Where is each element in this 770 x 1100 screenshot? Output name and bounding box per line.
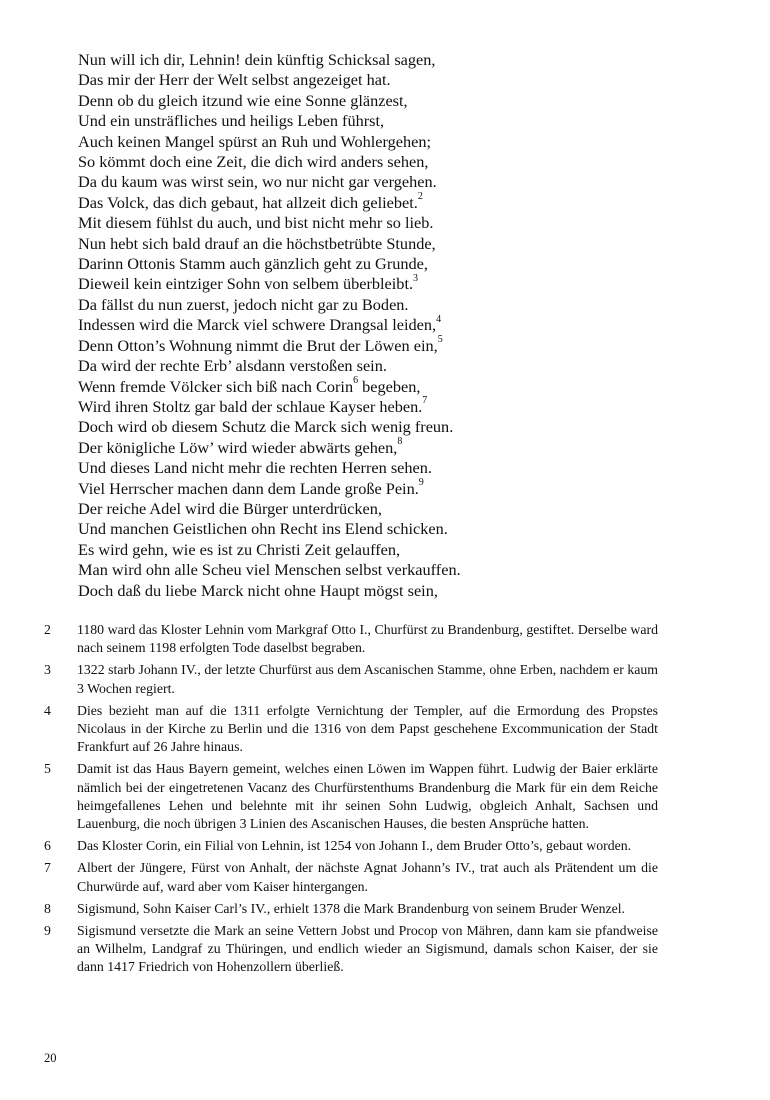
footnote <box>44 760 658 833</box>
poem-line <box>78 417 738 437</box>
footnote-number: 6 <box>44 838 51 854</box>
poem-line <box>78 560 738 580</box>
poem-line-text: Mit diesem fühlst du auch, und bist nicht mehr so lieb. <box>78 213 434 233</box>
footnote-text: 1180 ward das Kloster Lehnin vom Markgraf Otto I., Churfürst zu Brandenburg, gestiftet. Derselbe ward nach seinem 1198 erfolgten Tode daselbst begraben. <box>77 622 658 656</box>
poem-line <box>78 499 738 519</box>
poem-line <box>78 356 738 376</box>
poem-line-text: Indessen wird die Marck viel schwere Drangsal leiden, <box>78 315 437 335</box>
poem-line-text: Denn ob du gleich itzund wie eine Sonne glänzest, <box>78 90 408 110</box>
footnote-text: Dies bezieht man auf die 1311 erfolgte Vernichtung der Templer, auf die Ermordung des Propstes Nicolaus in der Kirche zu Berlin und die 1316 von dem Papst geschehene Excommunication der Stadt Frankfurt auf 26 Jahre hinaus. <box>77 702 658 755</box>
poem-line-text: Und manchen Geistlichen ohn Recht ins Elend schicken. <box>78 519 448 539</box>
footnote <box>44 900 658 918</box>
poem-line <box>78 254 738 274</box>
poem-line-text: Da fällst du nun zuerst, jedoch nicht gar zu Boden. <box>78 294 409 314</box>
poem-line <box>78 132 738 152</box>
poem-line-text: Der reiche Adel wird die Bürger unterdrücken, <box>78 498 382 518</box>
poem-line-text: Dieweil kein eintziger Sohn von selbem überbleibt. <box>78 274 414 294</box>
poem-line-text: Doch wird ob diesem Schutz die Marck sich wenig freun. <box>78 417 454 437</box>
poem-line-text: Darinn Ottonis Stamm auch gänzlich geht zu Grunde, <box>78 254 428 274</box>
footnote-number: 2 <box>44 622 51 637</box>
footnote <box>44 837 658 855</box>
page-number: 20 <box>44 1051 57 1065</box>
poem-line <box>78 193 738 213</box>
footnote <box>44 621 658 657</box>
footnote-text: Das Kloster Corin, ein Filial von Lehnin, ist 1254 von Johann I., dem Bruder Otto’s, gebaut worden. <box>77 838 632 854</box>
footnote-marker: 9 <box>418 477 424 489</box>
poem-line-text: Wenn fremde Völcker sich biß nach Corin <box>78 376 354 396</box>
poem-line <box>78 397 738 417</box>
footnote-number: 9 <box>44 923 51 939</box>
poem-line <box>78 377 738 397</box>
poem-line-text: Der königliche Löw’ wird wieder abwärts gehen, <box>78 437 398 457</box>
poem-line-text: Nun will ich dir, Lehnin! dein künftig Schicksal sagen, <box>78 50 436 69</box>
poem-line <box>78 581 738 601</box>
poem-line-text: So kömmt doch eine Zeit, die dich wird anders sehen, <box>78 152 429 172</box>
footnotes <box>44 621 658 981</box>
footnote <box>44 661 658 697</box>
poem-line-text: Denn Otton’s Wohnung nimmt die Brut der Löwen ein, <box>78 335 438 355</box>
poem-line-text: Viel Herrscher machen dann dem Lande große Pein. <box>78 478 419 498</box>
poem-line <box>78 70 738 90</box>
poem-line-text: Und ein unsträfliches und heiligs Leben führst, <box>78 111 385 131</box>
poem-line-text: Auch keinen Mangel spürst an Ruh und Wohlergehen; <box>78 131 432 151</box>
footnote-marker: 3 <box>413 273 419 285</box>
footnote-marker: 4 <box>436 313 442 325</box>
poem-line-text: Das mir der Herr der Welt selbst angezeiget hat. <box>78 70 391 90</box>
poem-line <box>78 295 738 315</box>
poem-line <box>78 336 738 356</box>
footnote-marker: 6 <box>353 375 359 387</box>
poem-line <box>78 152 738 172</box>
poem-line <box>78 438 738 458</box>
poem-line <box>78 50 738 70</box>
footnote-number: 5 <box>44 761 51 777</box>
poem <box>78 50 738 601</box>
footnote <box>44 702 658 757</box>
poem-line-text: Da du kaum was wirst sein, wo nur nicht gar vergehen. <box>78 172 437 192</box>
poem-line <box>78 519 738 539</box>
poem-line-text: Und dieses Land nicht mehr die rechten Herren sehen. <box>78 458 432 478</box>
poem-line <box>78 479 738 499</box>
footnote-marker: 7 <box>422 395 428 407</box>
poem-line <box>78 234 738 254</box>
footnote-number: 7 <box>44 860 51 876</box>
footnote <box>44 859 658 895</box>
poem-line-text: Wird ihren Stoltz gar bald der schlaue Kayser heben. <box>78 396 423 416</box>
footnote-text: Damit ist das Haus Bayern gemeint, welches einen Löwen im Wappen führt. Ludwig der Baier erklärte nämlich bei der eingetretenen Vacanz des Churfürstenthums Brandenburg die Mark für ein dem Reiche heimgefallenes Lehen und belehnte mit ihr seinen Sohn Ludwig, obgleich Anhalt, Sachsen und Lauenburg, die noch übrigen 3 Linien des Ascanischen Hauses, die besten Ansprüche hatten. <box>77 761 658 832</box>
poem-line <box>78 172 738 192</box>
footnote-text: Albert der Jüngere, Fürst von Anhalt, der nächste Agnat Johann’s IV., trat auch als Prätendent um die Churwürde auf, ward aber vom Kaiser hintergangen. <box>77 860 658 894</box>
footnote-marker: 2 <box>417 191 423 203</box>
poem-line-text: Da wird der rechte Erb’ alsdann verstoßen sein. <box>78 356 387 376</box>
poem-line <box>78 458 738 478</box>
poem-line <box>78 315 738 335</box>
footnote <box>44 922 658 977</box>
footnote-number: 3 <box>44 662 51 678</box>
poem-line-text: Man wird ohn alle Scheu viel Menschen selbst verkauffen. <box>78 560 461 580</box>
footnote-number: 8 <box>44 900 51 916</box>
footnote-number: 4 <box>44 702 51 718</box>
footnote-marker: 8 <box>397 436 403 448</box>
footnote-text: Sigismund versetzte die Mark an seine Vettern Jobst und Procop von Mähren, dann kam sie pfandweise an Wilhelm, Landgraf zu Thüringen, und endlich wieder an Sigismund, damals schon Kaiser, der sie dann 1417 Friedrich von Hohenzollern überließ. <box>77 923 658 975</box>
poem-line-text: Das Volck, das dich gebaut, hat allzeit dich geliebet. <box>78 192 418 212</box>
poem-line-text: Doch daß du liebe Marck nicht ohne Haupt mögst sein, <box>78 580 438 600</box>
footnote-text: 1322 starb Johann IV., der letzte Churfürst aus dem Ascanischen Stamme, ohne Erben, nachdem er kaum 3 Wochen regiert. <box>77 662 658 696</box>
poem-line-text: Nun hebt sich bald drauf an die höchstbetrübte Stunde, <box>78 233 436 253</box>
poem-line-continuation: begeben, <box>358 376 421 396</box>
poem-line-text: Es wird gehn, wie es ist zu Christi Zeit gelauffen, <box>78 539 401 559</box>
poem-line <box>78 111 738 131</box>
footnote-text: Sigismund, Sohn Kaiser Carl’s IV., erhielt 1378 die Mark Brandenburg von seinem Bruder Wenzel. <box>77 900 625 916</box>
footnote-marker: 5 <box>437 334 443 346</box>
poem-line <box>78 274 738 294</box>
poem-line <box>78 91 738 111</box>
poem-line <box>78 540 738 560</box>
poem-line <box>78 213 738 233</box>
